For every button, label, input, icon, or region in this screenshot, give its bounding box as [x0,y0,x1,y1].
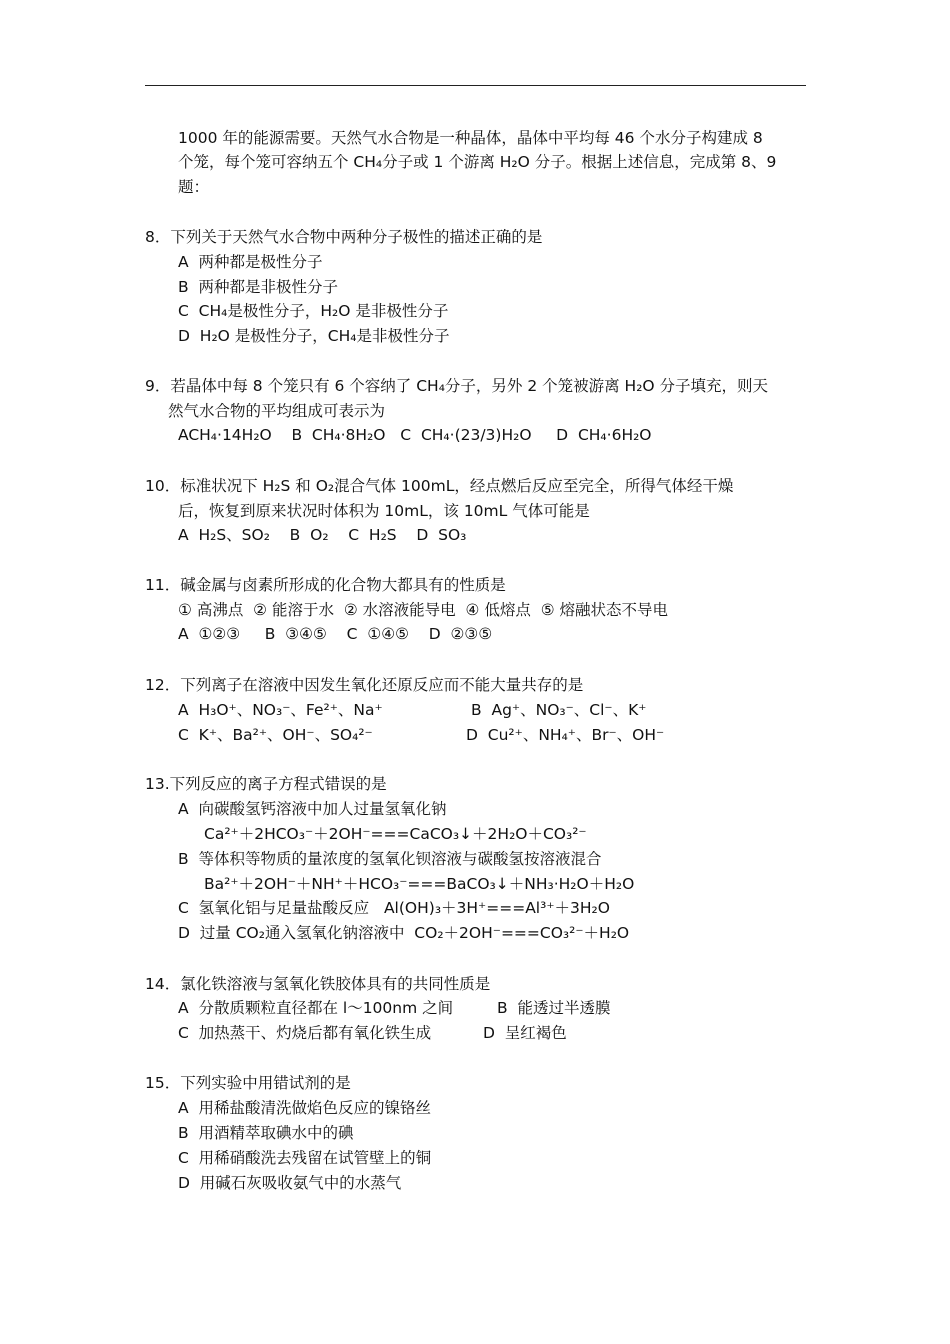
options: A ①②③ B ③④⑤ C ①④⑤ D ②③⑤ [178,625,493,643]
option: B 两种都是非极性分子 [178,278,338,296]
intro-line: 1000 年的能源需要。天然气水合物是一种晶体，晶体中平均每 46 个水分子构建成 8 [178,129,763,147]
option: A 用稀盐酸清洗做焰色反应的镍铬丝 [178,1099,431,1117]
question-stem: 11．碱金属与卤素所形成的化合物大都具有的性质是 [145,576,506,594]
question-stem: 12．下列离子在溶液中因发生氧化还原反应而不能大量共存的是 [145,676,584,694]
option: C K⁺、Ba²⁺、OH⁻、SO₄²⁻ [178,726,373,744]
option: A 分散质颗粒直径都在 l～100nm 之间 [178,999,454,1017]
question-stem: 然气水合物的平均组成可表示为 [168,402,386,420]
option: D Cu²⁺、NH₄⁺、Br⁻、OH⁻ [466,726,665,744]
intro-line: 题： [178,178,210,196]
option: C 用稀硝酸洗去残留在试管壁上的铜 [178,1149,432,1167]
question-stem: 10．标准状况下 H₂S 和 O₂混合气体 100mL，经点燃后反应至完全，所得气体经干燥 [145,477,734,495]
statement-list: ① 高沸点 ② 能溶于水 ② 水溶液能导电 ④ 低熔点 ⑤ 熔融状态不导电 [178,601,669,619]
option: D 过量 CO₂通入氢氧化钠溶液中 CO₂＋2OH⁻===CO₃²⁻＋H₂O [178,924,630,942]
option: B 能透过半透膜 [497,999,611,1017]
option: D H₂O 是极性分子，CH₄是非极性分子 [178,327,450,345]
option: C 加热蒸干、灼烧后都有氧化铁生成 [178,1024,432,1042]
option: D 用碱石灰吸收氨气中的水蒸气 [178,1174,402,1192]
option: B 等体积等物质的量浓度的氢氧化钡溶液与碳酸氢按溶液混合 [178,850,602,868]
option: B 用酒精萃取碘水中的碘 [178,1124,354,1142]
option: D 呈红褐色 [483,1024,567,1042]
equation: Ba²⁺＋2OH⁻＋NH⁺＋HCO₃⁻===BaCO₃↓＋NH₃·H₂O＋H₂O [204,875,635,893]
question-stem: 8．下列关于天然气水合物中两种分子极性的描述正确的是 [145,228,543,246]
intro-line: 个笼，每个笼可容纳五个 CH₄分子或 1 个游离 H₂O 分子。根据上述信息，完成第 8、9 [178,153,777,171]
option: C 氢氧化铝与足量盐酸反应 Al(OH)₃＋3H⁺===Al³⁺＋3H₂O [178,899,610,917]
options: A H₂S、SO₂ B O₂ C H₂S D SO₃ [178,526,467,544]
question-stem: 14．氯化铁溶液与氢氧化铁胶体具有的共同性质是 [145,975,491,993]
equation: Ca²⁺＋2HCO₃⁻＋2OH⁻===CaCO₃↓＋2H₂O＋CO₃²⁻ [204,825,587,843]
question-stem: 15．下列实验中用错试剂的是 [145,1074,351,1092]
option: A 向碳酸氢钙溶液中加人过量氢氧化钠 [178,800,447,818]
option: A H₃O⁺、NO₃⁻、Fe²⁺、Na⁺ [178,701,383,719]
option: A 两种都是极性分子 [178,253,323,271]
question-stem: 9．若晶体中每 8 个笼只有 6 个容纳了 CH₄分子，另外 2 个笼被游离 H₂O 分子填充，则天 [145,377,769,395]
option: C CH₄是极性分子，H₂O 是非极性分子 [178,302,449,320]
question-stem: 后，恢复到原来状况时体积为 10mL，该 10mL 气体可能是 [178,502,590,520]
header-rule [145,85,806,86]
question-stem: 13.下列反应的离子方程式错误的是 [145,775,387,793]
options: ACH₄·14H₂O B CH₄·8H₂O C CH₄·(23/3)H₂O D CH₄·6H₂O [178,426,652,444]
option: B Ag⁺、NO₃⁻、Cl⁻、K⁺ [471,701,647,719]
